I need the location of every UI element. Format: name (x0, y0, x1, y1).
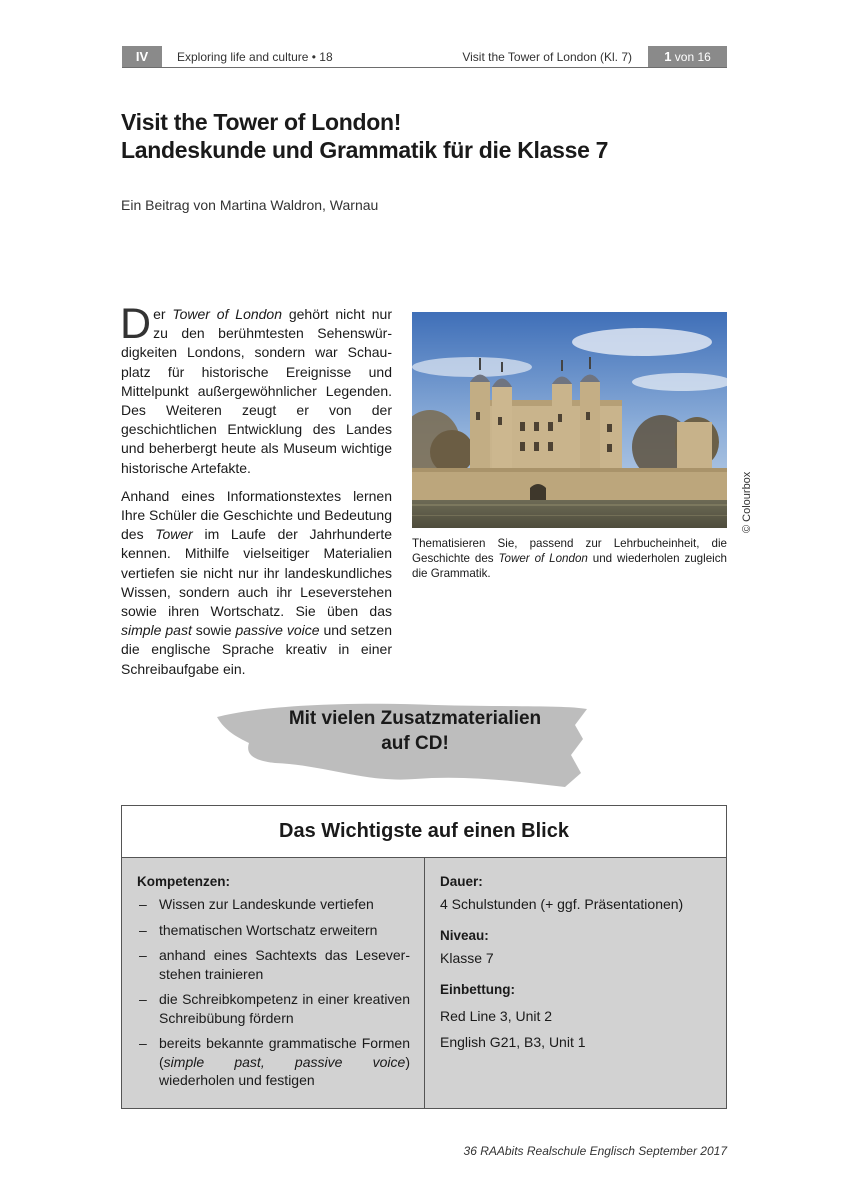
text-run: bereits bekannte grammatische Formen ( (159, 1035, 410, 1070)
summary-body (122, 858, 726, 1108)
page-total: von 16 (674, 50, 711, 64)
intro-paragraph-1 (120, 300, 392, 478)
cd-banner (215, 695, 610, 795)
section-badge: IV (122, 46, 162, 68)
duration-label: Dauer: (440, 874, 483, 889)
header-title: Visit the Tower of London (Kl. 7) (462, 50, 632, 64)
dash-bullet: – (139, 991, 147, 1007)
embedding-label: Einbettung: (440, 982, 515, 997)
text-run: und setzen die englische Sprache kreativ in einer Schreibaufgabe ein. (121, 622, 393, 677)
banner-text (215, 706, 615, 756)
list-item (137, 946, 410, 983)
summary-heading: Das Wichtigste auf einen Blick (122, 806, 726, 858)
text-run: Thematisieren Sie, passend zur Lehrbucheinheit, die Geschichte des (412, 537, 727, 565)
emphasis: passive voice (235, 622, 320, 639)
column-divider (424, 858, 425, 1108)
page-footer: 36 RAAbits Realschule Englisch September 2017 (463, 1144, 727, 1158)
list-item-text: anhand eines Sachtexts das Leseverstehen trainieren (159, 947, 410, 982)
list-item-text: thematischen Wortschatz erweitern (159, 921, 378, 938)
dash-bullet: – (139, 1035, 147, 1051)
dash-bullet: – (139, 896, 147, 912)
details-column (440, 874, 720, 1055)
list-item-text: die Schreibkompetenz in einer kreativen Schreibübung fördern (159, 991, 410, 1026)
summary-box (121, 805, 727, 1109)
drop-cap: D (120, 300, 152, 348)
embedding-value: Red Line 3, Unit 2 (440, 1008, 553, 1024)
emphasis: Tower of London (498, 552, 588, 565)
embedding-value: English G21, B3, Unit 1 (440, 1034, 586, 1050)
level-label: Niveau: (440, 928, 489, 943)
list-item (137, 990, 410, 1027)
dash-bullet: – (139, 921, 147, 938)
banner-line-1: Mit vielen Zusatzmaterialien (288, 708, 542, 729)
text-run: gehört nicht nur zu den berühmtesten Sehenswürdigkeiten Londons, sondern war Schauplatz für historische Ereignisse und Mittelpunkt außergewöhnlicher Legenden. Des Weiteren zeugt er von der geschichtlichen Entwicklung des Landes und beherbergt heute als Museum wichtige historische Artefakte. (121, 306, 392, 476)
title-line-1: Visit the Tower of London! (121, 109, 402, 135)
duration-value: 4 Schulstunden (+ ggf. Präsentationen) (440, 896, 684, 912)
page-title (121, 108, 741, 164)
text-run: im Laufe der Jahrhunderte kennen. Mithilfe vielseitiger Materialien vertiefen sie nicht nur ihr landeskundliches Wissen, sondern auch ihr Leseverstehen sowie ihren Wortschatz. Sie üben das (121, 526, 392, 620)
text-run: und wiederholen zugleich die Grammatik. (412, 552, 727, 580)
banner-line-2: auf CD! (381, 733, 449, 754)
photo-credit: © Colourbox (741, 471, 753, 533)
list-item (137, 1034, 410, 1090)
series-label: Exploring life and culture • 18 (177, 50, 333, 64)
text-run: sowie (191, 622, 236, 639)
page-number: 1 (664, 49, 672, 64)
level-value: Klasse 7 (440, 950, 494, 966)
emphasis: simple past, passive voice (163, 1053, 406, 1070)
text-run: ) wiederholen und festigen (159, 1053, 410, 1088)
emphasis: Tower (155, 526, 193, 543)
page-header (122, 46, 727, 68)
competences-column (137, 874, 410, 1097)
text-run: Anhand eines Informationstextes lernen Ihre Schüler die Geschichte und Bedeutung des (121, 487, 392, 543)
intro-paragraph-2 (121, 487, 392, 679)
author-line: Ein Beitrag von Martina Waldron, Warnau (121, 197, 379, 213)
page-indicator (648, 46, 727, 68)
competences-label: Kompetenzen: (137, 874, 231, 889)
header-rule (122, 67, 727, 68)
competences-list (137, 895, 410, 1090)
list-item (137, 921, 410, 940)
text-run: er (153, 306, 173, 322)
intro-text (120, 300, 393, 688)
dash-bullet: – (139, 947, 147, 963)
emphasis: simple past (121, 622, 192, 639)
tower-illustration (412, 312, 727, 528)
list-item-text: Wissen zur Landeskunde vertiefen (159, 896, 374, 912)
title-line-2: Landeskunde und Grammatik für die Klasse 7 (121, 137, 609, 163)
photo-caption (412, 536, 727, 581)
tower-photo (412, 312, 727, 528)
list-item (137, 895, 410, 914)
emphasis: Tower of London (172, 306, 283, 322)
